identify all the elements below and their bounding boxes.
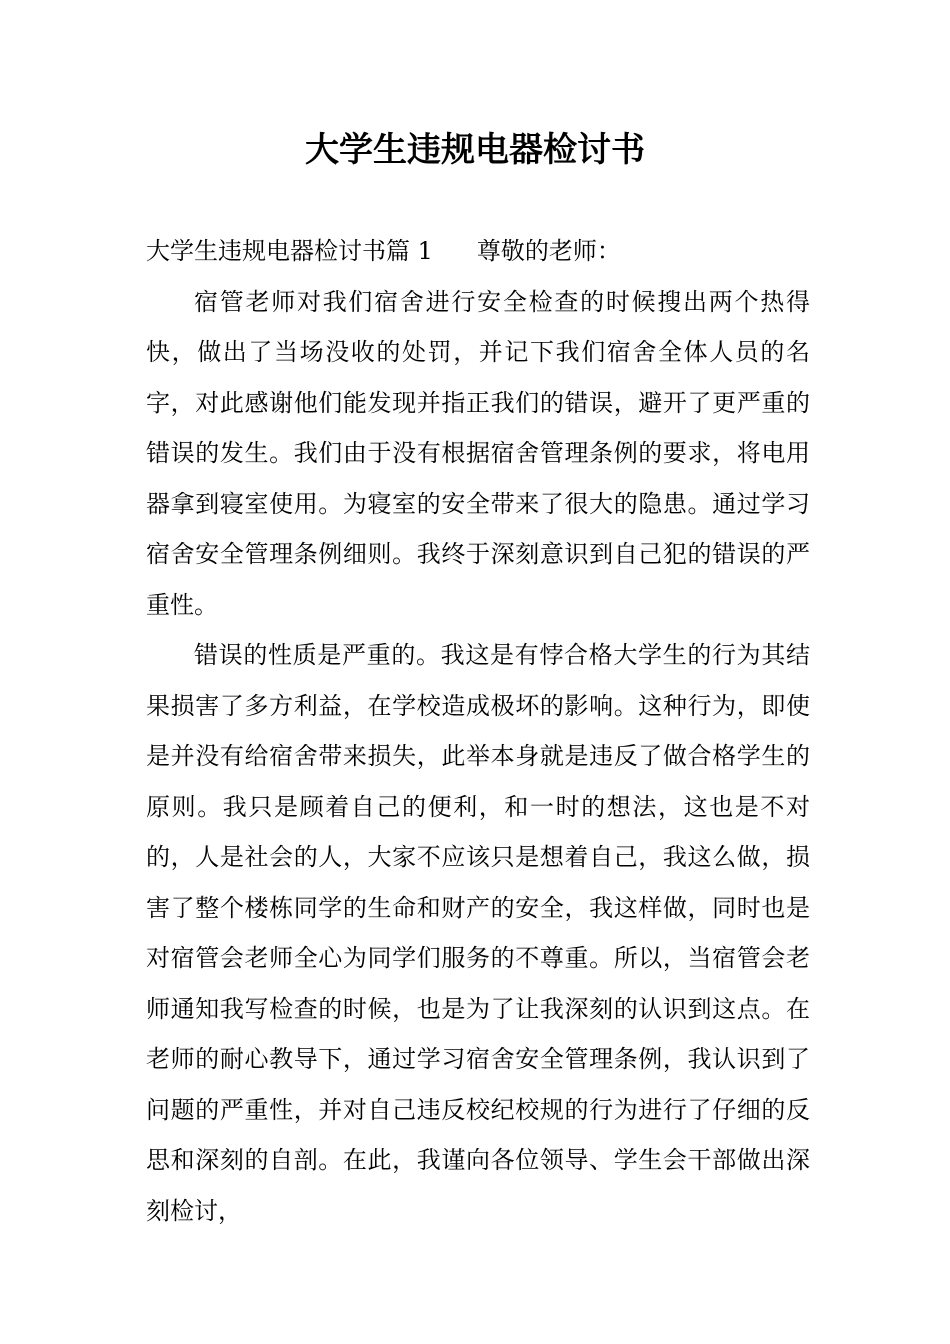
paragraph-1: 宿管老师对我们宿舍进行安全检查的时候搜出两个热得快，做出了当场没收的处罚，并记下我们宿舍全体人员的名字，对此感谢他们能发现并指正我们的错误，避开了更严重的错误的发生。我们由于没有根据宿舍管理条例的要求，将电用器拿到寝室使用。为寝室的安全带来了很大的隐患。通过学习宿舍安全管理条例细则。我终于深刻意识到自己犯的错误的严重性。 — [146, 287, 810, 619]
salutation: 尊敬的老师： — [476, 237, 621, 265]
document-body — [146, 226, 810, 1236]
section-heading: 大学生违规电器检讨书篇 1 — [146, 237, 433, 265]
paragraph-2: 错误的性质是严重的。我这是有悖合格大学生的行为其结果损害了多方利益，在学校造成极坏的影响。这种行为，即使是并没有给宿舍带来损失，此举本身就是违反了做合格学生的原则。我只是顾着自己的便利，和一时的想法，这也是不对的，人是社会的人，大家不应该只是想着自己，我这么做，损害了整个楼栋同学的生命和财产的安全，我这样做，同时也是对宿管会老师全心为同学们服务的不尊重。所以，当宿管会老师通知我写检查的时候，也是为了让我深刻的认识到这点。在老师的耐心教导下，通过学习宿舍安全管理条例，我认识到了问题的严重性，并对自己违反校纪校规的行为进行了仔细的反思和深刻的自剖。在此，我谨向各位领导、学生会干部做出深刻检讨， — [146, 641, 810, 1225]
document-title: 大学生违规电器检讨书 — [305, 130, 645, 170]
section-heading-line — [146, 226, 810, 277]
